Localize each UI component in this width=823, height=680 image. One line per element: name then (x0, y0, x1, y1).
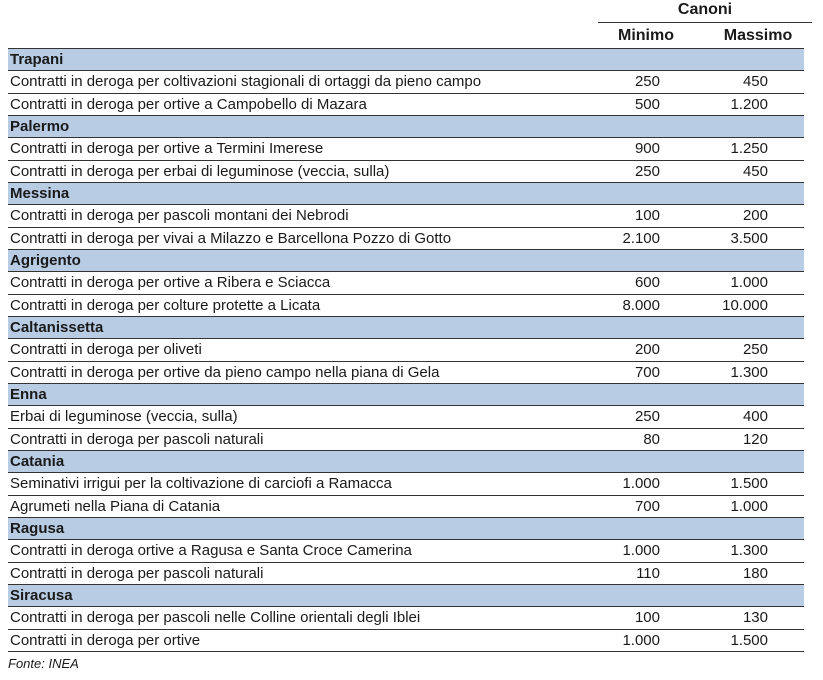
row-label: Contratti in deroga per pascoli montani dei Nebrodi (10, 207, 349, 224)
group-header: Catania (8, 451, 804, 473)
table-row (8, 429, 804, 452)
table-body (8, 49, 804, 652)
table-row (8, 630, 804, 653)
row-label: Contratti in deroga per ortive a Ribera e Sciacca (10, 274, 331, 291)
header-massimo: Massimo (723, 27, 793, 44)
row-massimo: 1.300 (730, 542, 768, 559)
table-row (8, 205, 804, 228)
row-label: Erbai di leguminose (veccia, sulla) (10, 408, 238, 425)
group-header: Enna (8, 384, 804, 406)
table-row (8, 272, 804, 295)
header-top (8, 0, 804, 24)
row-massimo: 250 (742, 341, 768, 358)
row-minimo: 250 (634, 162, 660, 180)
table-row (8, 406, 804, 429)
row-minimo: 250 (634, 73, 660, 90)
table-row (8, 71, 804, 94)
row-label: Contratti in deroga ortive a Ragusa e Santa Croce Camerina (10, 542, 412, 559)
table-row (8, 607, 804, 630)
row-minimo: 1.000 (622, 631, 660, 649)
row-minimo: 500 (634, 95, 660, 113)
row-label: Contratti in deroga per pascoli naturali (10, 564, 264, 582)
row-label: Seminativi irrigui per la coltivazione di carciofi a Ramacca (10, 475, 392, 492)
row-minimo: 8.000 (622, 296, 660, 314)
group-header: Caltanissetta (8, 317, 804, 339)
row-massimo: 1.250 (730, 140, 768, 157)
row-massimo: 180 (742, 564, 768, 582)
row-label: Contratti in deroga per ortive a Campobello di Mazara (10, 95, 367, 113)
row-minimo: 100 (634, 609, 660, 626)
row-minimo: 80 (643, 430, 660, 448)
row-label: Contratti in deroga per pascoli nelle Colline orientali degli Iblei (10, 609, 421, 626)
table-row (8, 540, 804, 563)
row-minimo: 1.000 (622, 475, 660, 492)
table-row (8, 94, 804, 117)
table-row (8, 138, 804, 161)
row-massimo: 120 (742, 430, 768, 448)
row-massimo: 3.500 (730, 229, 768, 247)
group-header: Siracusa (8, 585, 804, 607)
row-massimo: 1.500 (730, 631, 768, 649)
row-label: Contratti in deroga per ortive a Termini Imerese (10, 140, 324, 157)
row-massimo: 400 (742, 408, 768, 425)
group-header: Trapani (8, 49, 804, 71)
row-label: Contratti in deroga per vivai a Milazzo e Barcellona Pozzo di Gotto (10, 229, 452, 247)
row-minimo: 2.100 (622, 229, 660, 247)
row-label: Contratti in deroga per colture protette a Licata (10, 296, 321, 314)
row-minimo: 900 (634, 140, 660, 157)
row-minimo: 250 (634, 408, 660, 425)
row-massimo: 200 (742, 207, 768, 224)
table-row (8, 362, 804, 385)
table-row (8, 295, 804, 318)
header-columns (8, 24, 804, 49)
row-label: Contratti in deroga per oliveti (10, 341, 202, 358)
table-row (8, 161, 804, 184)
row-label: Contratti in deroga per coltivazioni stagionali di ortaggi da pieno campo (10, 73, 482, 90)
source-note: Fonte: INEA (8, 656, 79, 671)
table-row (8, 563, 804, 586)
row-massimo: 1.000 (730, 274, 768, 291)
row-minimo: 700 (634, 497, 660, 515)
row-label: Agrumeti nella Piana di Catania (10, 497, 221, 515)
row-massimo: 1.500 (730, 475, 768, 492)
row-minimo: 700 (634, 363, 660, 381)
row-label: Contratti in deroga per erbai di leguminose (veccia, sulla) (10, 162, 390, 180)
row-massimo: 450 (742, 73, 768, 90)
row-label: Contratti in deroga per ortive da pieno campo nella piana di Gela (10, 363, 440, 381)
row-minimo: 600 (634, 274, 660, 291)
row-minimo: 100 (634, 207, 660, 224)
row-massimo: 1.200 (730, 95, 768, 113)
row-label: Contratti in deroga per ortive (10, 631, 201, 649)
table-row (8, 473, 804, 496)
header-canoni: Canoni (598, 1, 812, 23)
row-massimo: 130 (742, 609, 768, 626)
table-row (8, 339, 804, 362)
table-row (8, 496, 804, 519)
rent-table (8, 0, 804, 652)
row-massimo: 10.000 (722, 296, 768, 314)
group-header: Messina (8, 183, 804, 205)
group-header: Agrigento (8, 250, 804, 272)
row-minimo: 110 (636, 564, 660, 582)
group-header: Palermo (8, 116, 804, 138)
table-row (8, 228, 804, 251)
row-massimo: 450 (742, 162, 768, 180)
row-minimo: 1.000 (622, 542, 660, 559)
row-massimo: 1.000 (730, 497, 768, 515)
row-label: Contratti in deroga per pascoli naturali (10, 430, 264, 448)
group-header: Ragusa (8, 518, 804, 540)
row-minimo: 200 (634, 341, 660, 358)
header-minimo: Minimo (618, 27, 674, 44)
row-massimo: 1.300 (730, 363, 768, 381)
